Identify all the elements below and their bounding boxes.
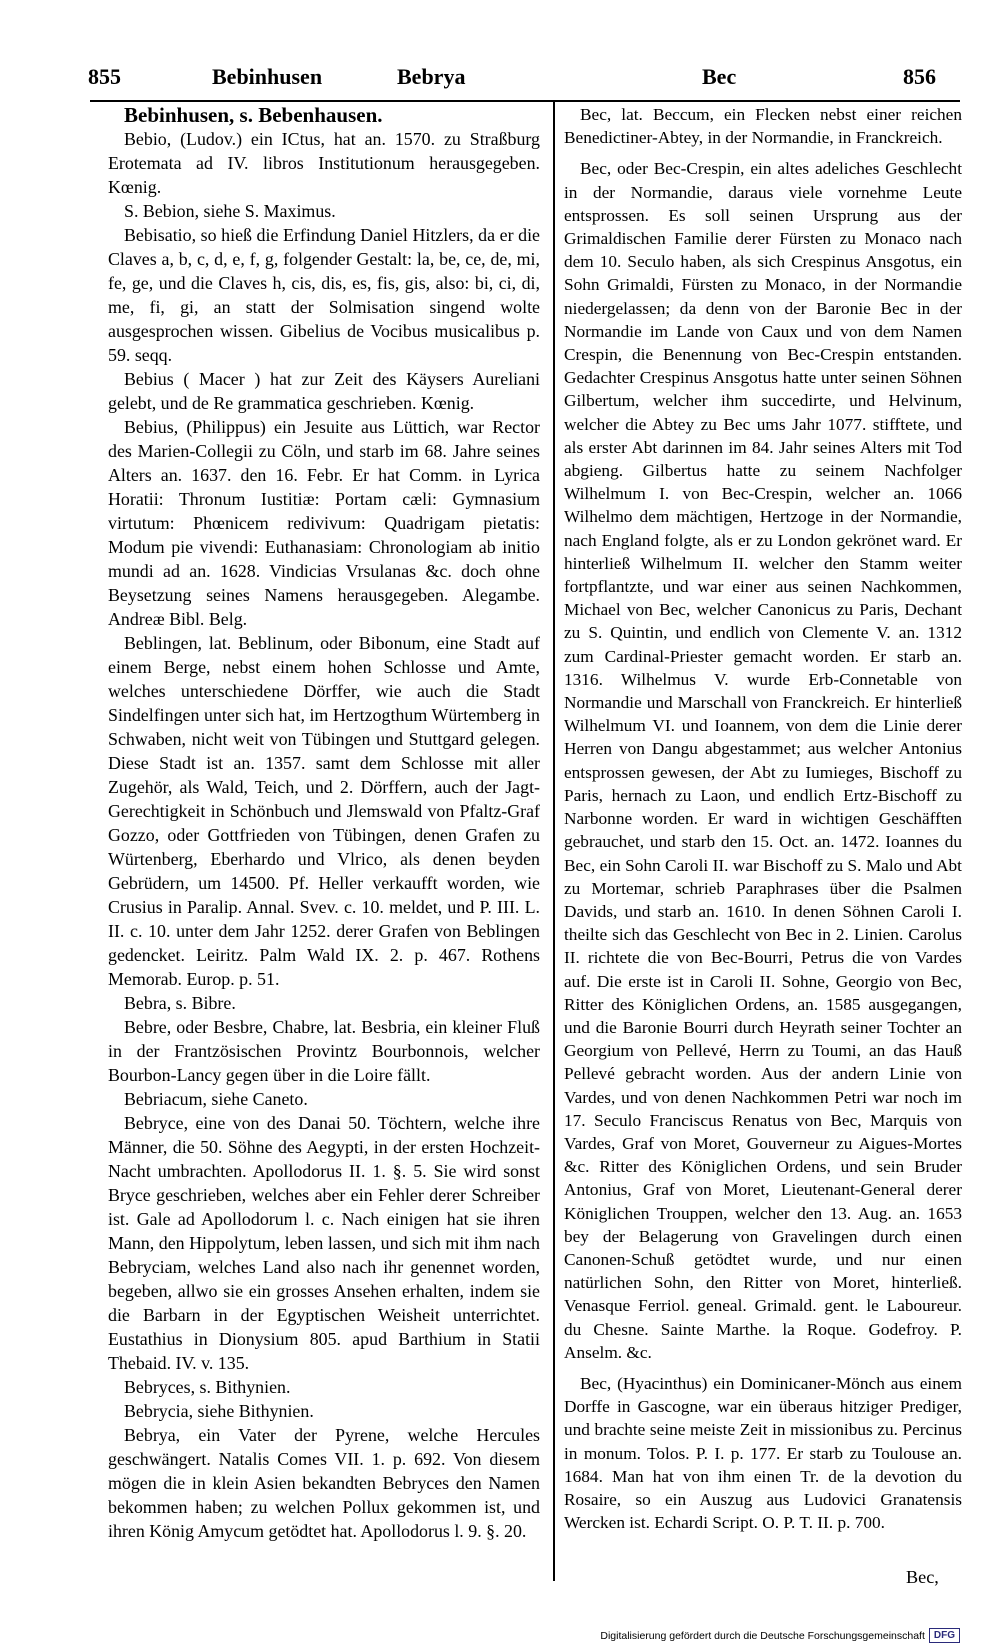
dfg-logo: DFG xyxy=(929,1628,960,1643)
entry-bec-crespin: Bec, oder Bec-Crespin, ein altes adeliches Geschlecht in der Normandie, daraus viele vornehme Leute entsprossen. Es soll seinen Ursprung aus der Grimaldischen Familie derer Fürsten zu Monaco nach dem 10. Seculo haben, als sich Crespinus Ansgotus, ein Sohn Grimaldi, Fürsten zu Monaco, in der Normandie niedergelassen; da denn von der Baronie Bec in der Normandie im Lande von Caux und von dem Namen Crespin, die Benennung von Bec-Crespin entstanden. Gedachter Crespinus Ansgotus hatte unter seinen Söhnen Gilbertum, welcher ihm succedirte, und Helvinum, welcher die Abtey zu Bec ums Jahr 1077. stifftete, und als erster Abt darinnen im 84. Jahr seines Alters mit Tod abgieng. Gilbertus hatte zu seinem Nachfolger Wilhelmum I. von Bec-Crespin, welcher an. 1066 Wilhelmo dem mächtigen, Hertzoge in der Normandie, nach England folgte, als er zu London gekrönet ward. Er hinterließ Wilhelmum II. welcher den Stamm weiter fortpflantzte, und war einer aus seinen Nachkommen, Michael von Bec, welcher Canonicus zu Paris, Dechant zu S. Quintin, und endlich von Clemente V. an. 1312 zum Cardinal-Priester gemacht worden. Er starb an. 1316. Wilhelmus V. wurde Erb-Connetable von Normandie und Marschall von Franckreich. Er hinterließ Wilhelmum VI. und Ioannem, von dem die Linie derer Herren von Dangu abgestammet; aus welcher Antonius entsprossen gewesen, der Abt zu Iumieges, Bischoff zu Paris, hernach zu Laon, und endlich Ertz-Bischoff zu Narbonne worden. Er ward in wichtigen Geschäfften gebrauchet, und starb den 15. Oct. an. 1472. Ioannes du Bec, ein Sohn Caroli II. war Bischoff zu S. Malo und Abt zu Mortemar, schrieb Paraphrases über die Psalmen Davids, und starb an. 1610. In denen Söhnen Caroli I. theilte sich das Geschlecht von Bec in 2. Linien. Carolus II. richtete die von Bec-Bourri, Petrus die von Vardes auf. Die erste ist in Caroli II. Sohne, Georgio von Bec, Ritter des Königlichen Ordens, an. 1585 ausgegangen, und die Baronie Bourri durch Heyrath seiner Tochter an Georgium von Pellevé, Herrn zu Toumi, an das Hauß Pellevé gebracht worden. Aus der andern Linie von Vardes, und von denen Nachkommen Petri war noch im 17. Seculo Franciscus Renatus von Bec, Marquis von Vardes, Graf von Moret, Gouverneur zu Aigues-Mortes &c. Ritter des Königlichen Ordens, und sein Bruder Antonius, Graf von Moret, Lieutenant-General derer Königlichen Trouppen, welcher den 13. Aug. an. 1653 bey der Belagerung von Gravelingen durch einen Canonen-Schuß getödtet wurde, und nur einen natürlichen Sohn, den Ritter von Moret, hinterließ. Venasque Ferriol. geneal. Grimald. gent. le Laboureur. du Chesne. Sainte Marthe. la Roque. Godefroy. P. Anselm. &c. xyxy=(564,159,962,1362)
entry-beblingen: Beblingen, lat. Beblinum, oder Bibonum, eine Stadt auf einem Berge, nebst einem hohen Schlosse und Amte, welches unterschiedene Dörffer, wie auch die Stadt Sindelfingen unter sich hat, im Hertzogthum Würtemberg in Schwaben, nicht weit von Tübingen und Stuttgard gelegen. Diese Stadt ist an. 1357. samt dem Schlosse mit aller Zugehör, als Wald, Teich, und 2. Dörffern, auch der Jagt-Gerechtigkeit in Schönbuch und Jlemswald von Pfaltz-Graf Gozzo, oder Gottfrieden von Tübingen, denen Grafen zu Würtenberg, Eberhardo und Vlrico, als denen beyden Gebrüdern, um 14500. Pf. Heller verkaufft worden, wie Crusius in Paralip. Annal. Svev. c. 10. meldet, und P. III. L. II. c. 10. unter dem Jahr 1252. derer Grafen von Beblingen gedencket. Leiritz. Palm Wald IX. 2. p. 467. Rothens Memorab. Europ. p. 51. xyxy=(108,633,540,989)
right-column xyxy=(564,103,962,1534)
header-rule xyxy=(90,100,960,102)
entry-bec-hyacinthus: Bec, (Hyacinthus) ein Dominicaner-Mönch aus einem Dorffe in Gascogne, war ein überaus hitziger Prediger, und brachte seine meiste Zeit in missionibus zu. Percinus in monum. Tolos. P. I. p. 177. Er starb zu Toulouse an. 1684. Man hat von ihm einen Tr. de la devotion du Rosaire, so ein Auszug aus Ludovici Granatensis Wercken ist. Echardi Script. O. P. T. II. p. 700. xyxy=(564,1373,962,1533)
page-number-right: 856 xyxy=(903,64,936,89)
entry-bebrya: Bebrya, ein Vater der Pyrene, welche Hercules geschwängert. Natalis Comes VII. 1. p. 692. Von diesem mögen die in klein Asien bekandten Bebryces den Namen bekommen haben; zu welchen Pollux gekommen ist, und ihren König Amycum getödtet hat. Apollodorus l. 9. §. 20. xyxy=(108,1425,540,1541)
page-header xyxy=(0,0,1000,100)
entry-bebra: Bebra, s. Bibre. xyxy=(124,993,236,1013)
entry-bebisatio: Bebisatio, so hieß die Erfindung Daniel Hitzlers, da er die Claves a, b, c, d, e, f, g, folgender Gestalt: la, be, ce, de, mi, fe, ge, und die Claves h, cis, dis, es, fis, gis, also: bi, ci, di, me, fi, gi, an statt der Solmisation singend wolte ausgesprochen wissen. Gibelius de Vocibus musicalibus p. 59. seqq. xyxy=(108,225,540,365)
entry-bebre: Bebre, oder Besbre, Chabre, lat. Besbria, ein kleiner Fluß in der Frantzösischen Provintz Bourbonnois, welcher Bourbon-Lancy gegen über in die Loire fällt. xyxy=(108,1017,540,1085)
entry-bebryce: Bebryce, eine von des Danai 50. Töchtern, welche ihre Männer, die 50. Söhne des Aegypti, in der ersten Hochzeit-Nacht umbrachten. Apollodorus II. 1. §. 5. Sie wird sonst Bryce geschrieben, welches aber ein Fehler derer Schreiber ist. Gale ad Apollodorum l. c. Nach einigen hat sie ihren Mann, den Hippolytum, leben lassen, und sich mit ihm nach Bebryciam, welches Land also nach ihr genennet worden, begeben, allwo sie ein grosses Ansehen erhalten, indem sie die Barbarn in der Egyptischen Weisheit unterrichtet. Eustathius in Dionysium 805. apud Barthium in Statii Thebaid. IV. v. 135. xyxy=(108,1113,540,1373)
footer-credit: Digitalisierung gefördert durch die Deutsche Forschungsgemeinschaft xyxy=(600,1629,925,1642)
entry-bebryces: Bebryces, s. Bithynien. xyxy=(124,1377,291,1397)
running-title-right: Bec xyxy=(702,64,737,89)
entry-bebrycia: Bebrycia, siehe Bithynien. xyxy=(124,1401,314,1421)
entry-bebio: Bebio, (Ludov.) ein ICtus, hat an. 1570. zu Straßburg Erotemata ad IV. libros Institutionum herausgegeben. Kœnig. xyxy=(108,129,540,197)
entry-bebius-macer: Bebius ( Macer ) hat zur Zeit des Käysers Aureliani gelebt, und de Re grammatica geschrieben. Kœnig. xyxy=(108,369,540,413)
entry-s-bebion: S. Bebion, siehe S. Maximus. xyxy=(124,201,336,221)
entry-bebinhusen: Bebinhusen, s. Bebenhausen. xyxy=(124,103,383,127)
catchword: Bec, xyxy=(906,1567,939,1587)
digitization-footer xyxy=(600,1628,960,1643)
entry-bec: Bec, lat. Beccum, ein Flecken nebst einer reichen Benedictiner-Abtey, in der Normandie, in Franckreich. xyxy=(564,105,962,148)
page-number-left: 855 xyxy=(88,64,121,89)
entry-bebius-philippus: Bebius, (Philippus) ein Jesuite aus Lüttich, war Rector des Marien-Collegii zu Cöln, und starb im 68. Jahre seines Alters an. 1637. den 16. Febr. Er hat Comm. in Lyrica Horatii: Thronum Iustitiæ: Portam cæli: Gymnasium virtutum: Phœnicem redivivum: Quadrigam pietatis: Modum pie vivendi: Euthanasiam: Chronologiam ab initio mundi ad an. 1628. Vindicias Vrsulanas &c. doch ohne Beysetzung seines Namens herausgegeben. Alegambe. Andreæ Bibl. Belg. xyxy=(108,417,540,629)
entry-bebriacum: Bebriacum, siehe Caneto. xyxy=(124,1089,308,1109)
left-column xyxy=(108,103,540,1543)
column-divider xyxy=(553,101,555,1581)
running-title-left: Bebinhusen xyxy=(212,64,323,89)
running-title-mid: Bebrya xyxy=(397,64,466,89)
